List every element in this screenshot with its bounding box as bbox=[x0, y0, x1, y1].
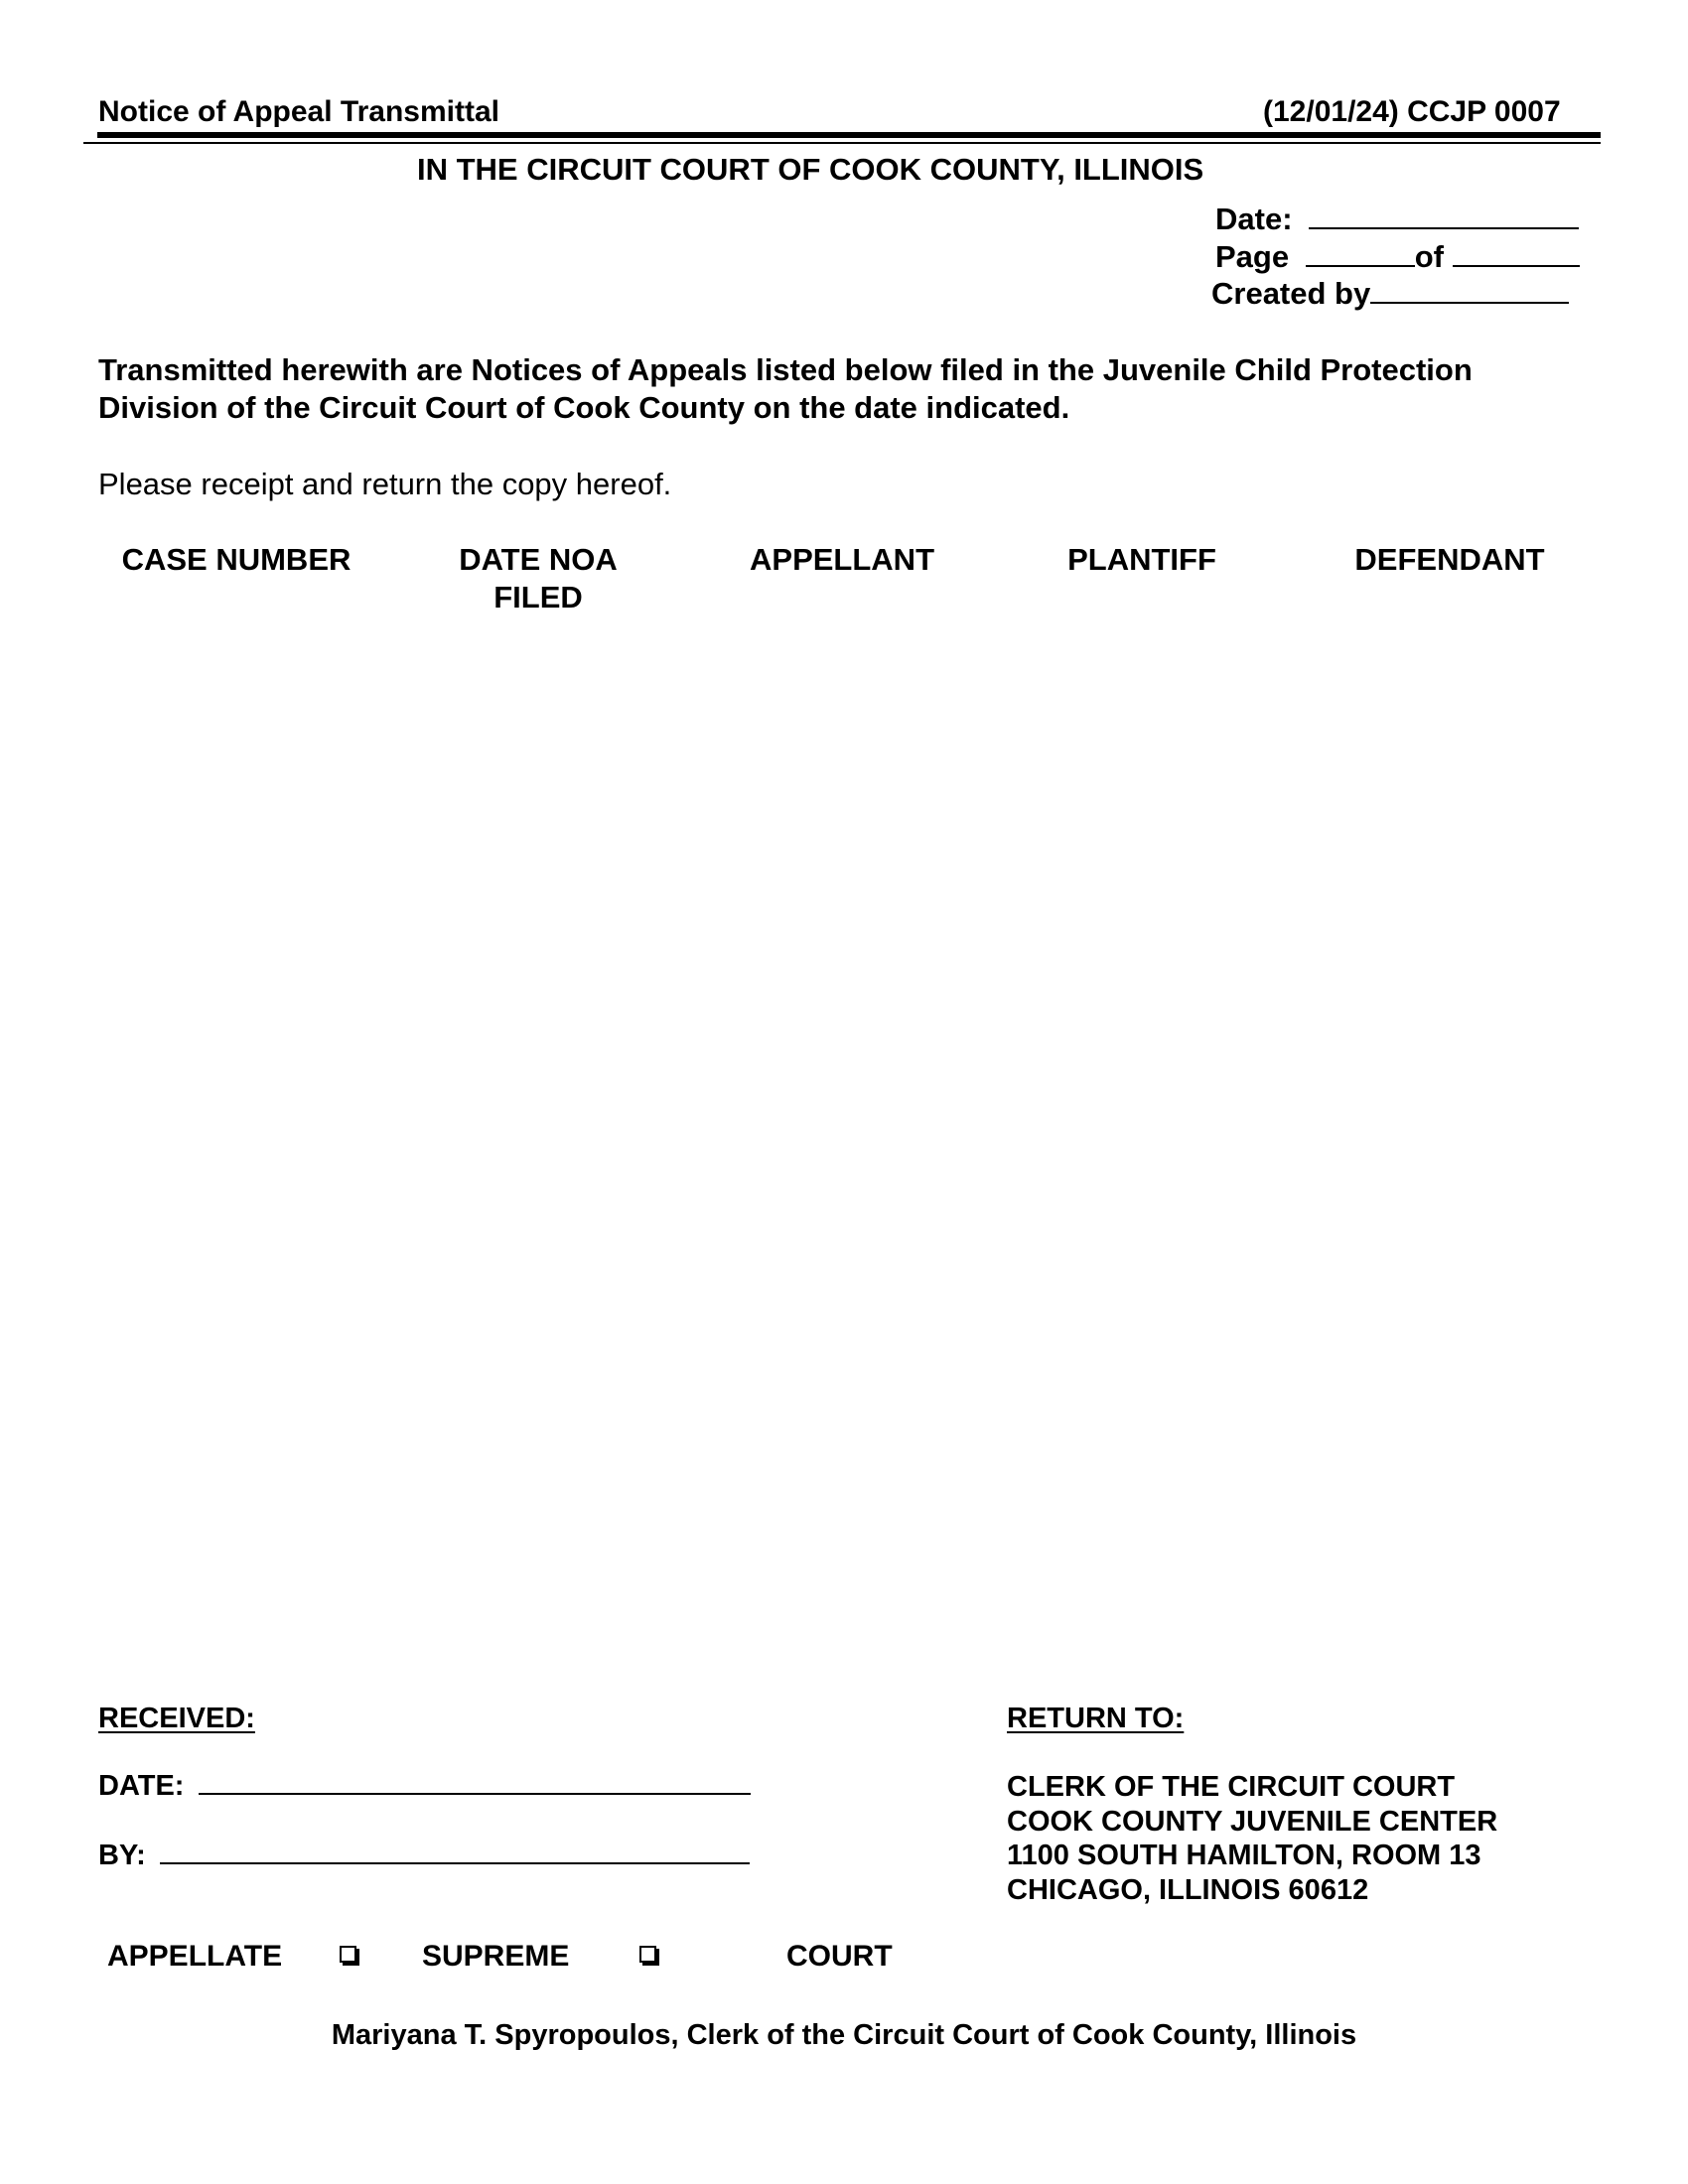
header-rule-thin bbox=[83, 142, 1601, 144]
received-by-label: BY: bbox=[98, 1840, 146, 1871]
clerk-footer: Mariyana T. Spyropoulos, Clerk of the Circuit Court of Cook County, Illinois bbox=[331, 2019, 1357, 2051]
return-address-line: CLERK OF THE CIRCUIT COURT bbox=[1007, 1771, 1456, 1803]
appellate-label: APPELLATE bbox=[107, 1940, 283, 1973]
return-address-line: CHICAGO, ILLINOIS 60612 bbox=[1007, 1873, 1369, 1906]
return-address bbox=[1007, 1770, 1497, 1907]
column-header-appellant bbox=[713, 541, 971, 579]
column-header-line: DEFENDANT bbox=[1354, 542, 1545, 577]
page-label: Page bbox=[1215, 239, 1290, 274]
supreme-label: SUPREME bbox=[422, 1940, 570, 1973]
received-by-row bbox=[98, 1840, 750, 1872]
return-address-line: 1100 SOUTH HAMILTON, ROOM 13 bbox=[1007, 1840, 1481, 1871]
date-field[interactable] bbox=[1309, 205, 1579, 229]
received-date-label: DATE: bbox=[98, 1770, 185, 1802]
column-header-line: FILED bbox=[493, 580, 583, 614]
page-meta bbox=[1215, 239, 1580, 275]
column-header-line: PLANTIFF bbox=[1067, 542, 1216, 577]
column-header-date-noa-filed bbox=[409, 541, 667, 616]
return-to-heading: RETURN TO: bbox=[1007, 1703, 1185, 1734]
received-date-field[interactable] bbox=[199, 1771, 751, 1795]
court-label: COURT bbox=[786, 1940, 893, 1973]
page-number-field[interactable] bbox=[1306, 243, 1415, 267]
column-header-line: DATE NOA bbox=[459, 542, 618, 577]
column-header-line: CASE NUMBER bbox=[121, 542, 352, 577]
form-title: Notice of Appeal Transmittal bbox=[98, 95, 499, 128]
form-code: (12/01/24) CCJP 0007 bbox=[1263, 95, 1561, 128]
intro-line-1: Transmitted herewith are Notices of Appeals listed below filed in the Juvenile Child Protection bbox=[98, 352, 1473, 387]
supreme-checkbox[interactable] bbox=[639, 1946, 656, 1963]
created-by-field[interactable] bbox=[1370, 280, 1569, 304]
date-meta bbox=[1215, 202, 1579, 237]
header-rule-thick bbox=[97, 132, 1601, 138]
column-header-plantiff bbox=[1023, 541, 1261, 579]
column-header-defendant bbox=[1321, 541, 1579, 579]
court-title: IN THE CIRCUIT COURT OF COOK COUNTY, ILLINOIS bbox=[417, 152, 1204, 187]
received-heading: RECEIVED: bbox=[98, 1703, 255, 1734]
appellate-checkbox[interactable] bbox=[340, 1946, 356, 1963]
column-header-line: APPELLANT bbox=[750, 542, 934, 577]
received-date-row bbox=[98, 1770, 751, 1803]
return-address-line: COOK COUNTY JUVENILE CENTER bbox=[1007, 1805, 1498, 1838]
column-header-case-number bbox=[97, 541, 375, 579]
received-by-field[interactable] bbox=[160, 1841, 750, 1864]
of-label: of bbox=[1414, 239, 1444, 274]
instruction-text: Please receipt and return the copy hereof. bbox=[98, 467, 672, 501]
intro-line-2: Division of the Circuit Court of Cook County on the date indicated. bbox=[98, 390, 1070, 425]
created-by-label: Created by bbox=[1211, 276, 1371, 311]
page-total-field[interactable] bbox=[1453, 243, 1580, 267]
created-by-meta bbox=[1211, 276, 1569, 312]
date-label: Date: bbox=[1215, 202, 1293, 236]
